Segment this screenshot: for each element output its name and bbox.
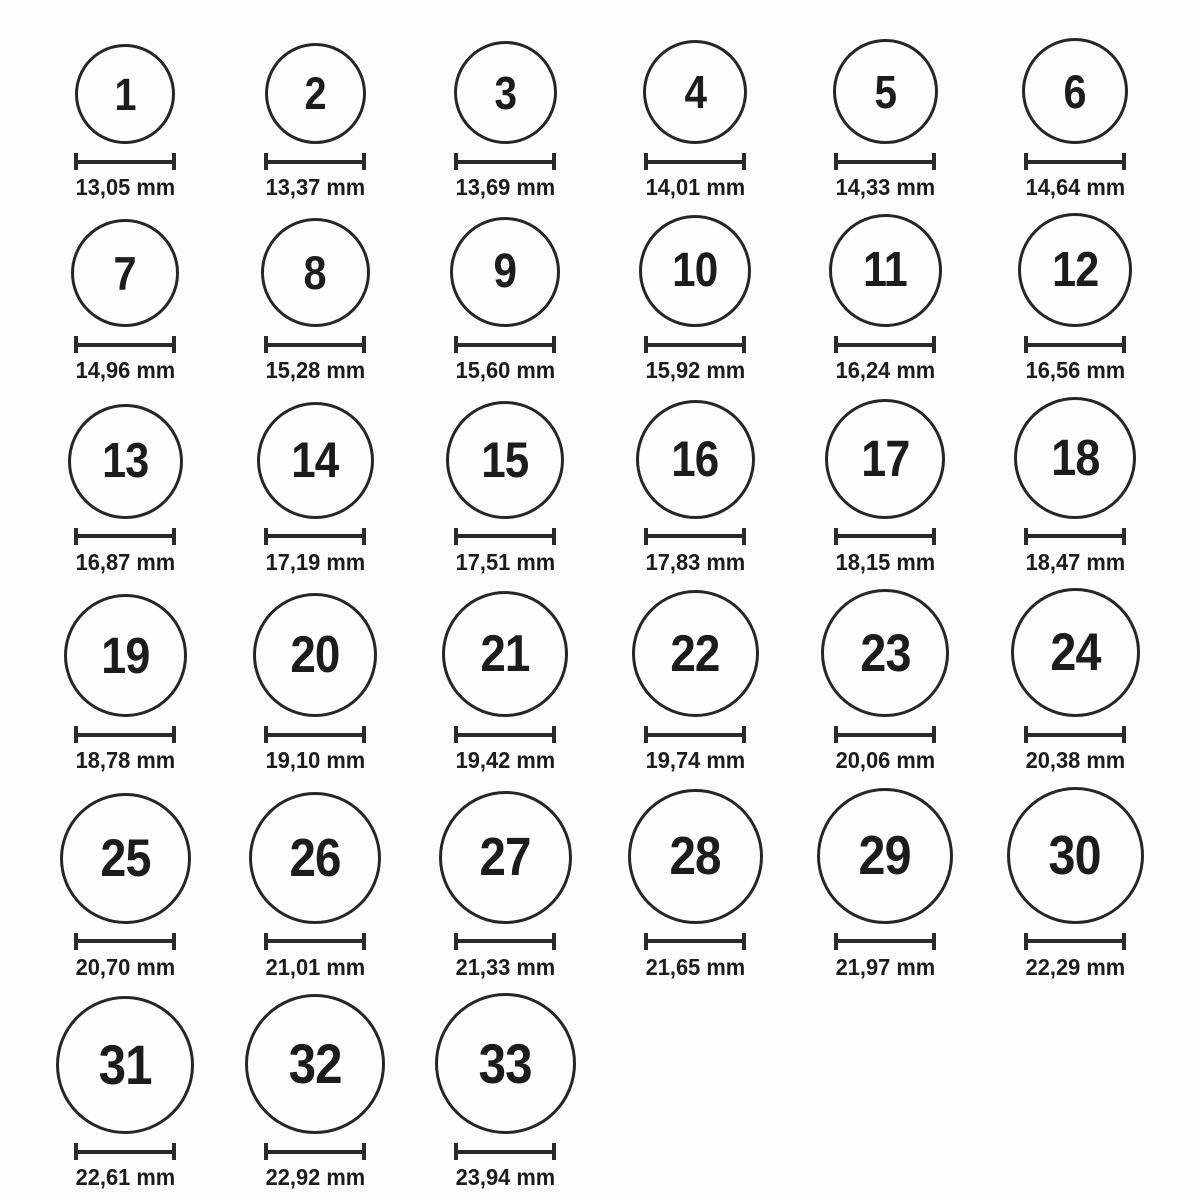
diameter-dimension-bar [648,939,742,943]
diameter-dimension-bar [268,160,362,164]
ring-size-row [30,38,1200,200]
ring-size-item [30,219,220,383]
diameter-label: 15,28 mm [265,357,365,384]
diameter-dimension-line [454,933,556,950]
diameter-dimension-bar [458,343,552,347]
ring-size-circle [56,996,194,1134]
ring-size-circle [639,215,751,327]
diameter-dimension-bar [838,939,932,943]
diameter-label: 14,64 mm [1025,174,1125,200]
ring-size-item [410,791,600,980]
ring-size-circle [446,401,564,519]
ring-size-circle [71,219,179,327]
diameter-dimension-line [644,933,746,950]
ring-size-number: 5 [874,65,896,118]
diameter-label: 13,05 mm [75,174,175,200]
ring-size-circle [261,218,370,327]
ring-size-circle [825,399,945,519]
diameter-dimension-bar [458,160,552,164]
diameter-label: 16,56 mm [1025,357,1125,384]
ring-size-row [30,993,1200,1190]
ring-size-item [790,788,980,980]
ring-size-number: 16 [671,431,719,488]
diameter-dimension-line [644,153,746,170]
diameter-dimension-line [264,1143,366,1160]
ring-size-item [410,591,600,773]
ring-size-item [30,793,220,980]
ring-size-circle [1014,397,1136,519]
ring-size-circle [439,791,572,924]
diameter-dimension-bar [648,343,742,347]
ring-size-circle [253,593,377,717]
diameter-dimension-bar [78,1150,172,1154]
diameter-label: 21,97 mm [835,953,935,980]
ring-size-circle [821,589,949,717]
diameter-dimension-bar [78,939,172,943]
ring-size-number: 20 [290,626,340,685]
diameter-label: 18,47 mm [1025,548,1125,575]
ring-size-item [600,590,790,773]
diameter-label: 18,15 mm [835,548,935,575]
ring-size-circle [1018,213,1132,327]
diameter-dimension-bar [838,160,932,164]
diameter-dimension-bar [838,733,932,737]
ring-size-item [790,399,980,575]
diameter-dimension-line [454,726,556,743]
diameter-dimension-bar [648,733,742,737]
ring-size-grid [30,38,1200,1191]
ring-size-item [980,588,1170,773]
ring-size-item [410,41,600,200]
diameter-dimension-line [264,153,366,170]
diameter-dimension-line [454,153,556,170]
ring-size-number: 15 [481,431,529,488]
ring-size-item [600,789,790,980]
diameter-label: 17,83 mm [645,548,745,575]
ring-size-item [220,402,410,575]
ring-size-number: 27 [479,827,531,888]
ring-size-item [980,787,1170,980]
diameter-dimension-bar [838,343,932,347]
ring-size-circle [249,792,381,924]
ring-size-number: 8 [303,246,327,300]
ring-size-number: 22 [670,624,720,683]
ring-size-circle [1011,588,1140,717]
diameter-dimension-line [74,336,176,353]
diameter-label: 14,33 mm [835,174,935,200]
ring-size-number: 33 [478,1031,532,1095]
ring-size-circle [632,590,759,717]
diameter-dimension-line [454,528,556,545]
diameter-dimension-bar [268,1150,362,1154]
ring-size-circle [442,591,568,717]
ring-size-circle [245,994,385,1134]
diameter-label: 14,96 mm [75,357,175,384]
diameter-label: 20,06 mm [835,747,935,774]
ring-size-item [790,214,980,383]
ring-size-item [30,594,220,773]
ring-size-item [980,213,1170,383]
ring-size-circle [643,40,747,144]
diameter-dimension-bar [268,939,362,943]
ring-size-number: 9 [493,245,517,299]
ring-size-number: 13 [101,433,149,488]
ring-size-number: 2 [304,68,326,119]
diameter-dimension-line [644,336,746,353]
ring-size-item [600,215,790,383]
ring-size-item [220,994,410,1190]
diameter-dimension-bar [1028,160,1122,164]
diameter-label: 18,78 mm [75,747,175,774]
diameter-label: 22,92 mm [265,1164,365,1191]
ring-size-item [220,593,410,773]
ring-size-number: 24 [1049,623,1101,683]
ring-size-item [980,397,1170,575]
diameter-label: 13,37 mm [265,174,365,200]
diameter-dimension-line [834,528,936,545]
ring-size-circle [257,402,374,519]
ring-size-row [30,787,1200,980]
ring-size-item [220,43,410,200]
ring-size-row [30,397,1200,575]
ring-size-circle [829,214,942,327]
diameter-dimension-bar [78,733,172,737]
ring-size-number: 6 [1063,64,1087,118]
diameter-dimension-line [74,153,176,170]
diameter-dimension-bar [648,160,742,164]
ring-size-row [30,588,1200,773]
ring-size-item [600,40,790,200]
ring-size-circle [636,400,755,519]
diameter-dimension-line [1024,726,1126,743]
ring-size-circle [833,39,938,144]
ring-size-number: 28 [669,826,721,887]
diameter-label: 22,29 mm [1025,953,1125,980]
diameter-label: 16,24 mm [835,357,935,384]
diameter-dimension-bar [268,534,362,538]
diameter-dimension-bar [268,733,362,737]
diameter-dimension-bar [78,160,172,164]
ring-size-circle [435,993,576,1134]
diameter-label: 22,61 mm [75,1164,175,1191]
diameter-dimension-line [644,528,746,545]
ring-size-circle [1022,38,1128,144]
diameter-dimension-bar [78,343,172,347]
ring-size-circle [628,789,763,924]
diameter-dimension-line [834,726,936,743]
diameter-dimension-line [74,726,176,743]
ring-size-item [410,993,600,1190]
ring-size-number: 11 [863,243,907,298]
diameter-label: 19,42 mm [455,747,555,774]
ring-size-item [220,792,410,980]
ring-size-number: 14 [291,432,339,489]
ring-size-number: 7 [113,246,137,300]
diameter-label: 21,65 mm [645,953,745,980]
diameter-label: 21,01 mm [265,953,365,980]
ring-size-number: 31 [98,1033,152,1097]
diameter-label: 20,38 mm [1025,747,1125,774]
diameter-label: 20,70 mm [75,953,175,980]
ring-size-number: 17 [860,430,910,488]
diameter-dimension-bar [1028,939,1122,943]
ring-size-item [600,400,790,575]
diameter-dimension-bar [458,939,552,943]
ring-size-item [220,218,410,383]
diameter-dimension-line [74,933,176,950]
diameter-dimension-line [834,933,936,950]
ring-size-item [790,39,980,200]
diameter-dimension-line [834,336,936,353]
ring-size-item [410,401,600,575]
diameter-dimension-bar [1028,733,1122,737]
ring-size-item [30,996,220,1190]
ring-size-item [980,38,1170,200]
diameter-dimension-bar [838,534,932,538]
diameter-label: 15,60 mm [455,357,555,384]
diameter-label: 14,01 mm [645,174,745,200]
diameter-label: 17,51 mm [455,548,555,575]
diameter-dimension-line [1024,153,1126,170]
diameter-dimension-line [264,933,366,950]
diameter-dimension-bar [458,1150,552,1154]
diameter-dimension-bar [458,733,552,737]
ring-size-circle [68,404,183,519]
ring-size-number: 19 [100,627,150,685]
ring-size-circle [817,788,953,924]
ring-size-number: 18 [1050,429,1100,487]
diameter-dimension-line [834,153,936,170]
ring-size-item [30,404,220,575]
ring-size-circle [60,793,191,924]
ring-size-number: 25 [99,828,151,888]
ring-size-number: 12 [1051,242,1099,297]
ring-size-number: 3 [494,66,516,119]
diameter-dimension-bar [1028,343,1122,347]
ring-size-item [30,44,220,200]
diameter-label: 13,69 mm [455,174,555,200]
ring-size-circle [450,217,560,327]
ring-size-item [790,589,980,773]
ring-size-number: 21 [480,625,530,684]
ring-size-number: 32 [288,1032,342,1096]
diameter-dimension-line [1024,528,1126,545]
diameter-dimension-line [1024,336,1126,353]
ring-size-number: 23 [859,623,911,683]
ring-size-circle [64,594,187,717]
ring-size-circle [1007,787,1144,924]
ring-size-number: 4 [684,66,706,118]
diameter-label: 17,19 mm [265,548,365,575]
diameter-label: 19,74 mm [645,747,745,774]
diameter-label: 19,10 mm [265,747,365,774]
diameter-label: 16,87 mm [75,548,175,575]
ring-size-number: 26 [289,827,341,888]
diameter-dimension-line [74,528,176,545]
ring-size-circle [454,41,557,144]
diameter-dimension-line [454,336,556,353]
ring-size-row [30,213,1200,383]
diameter-dimension-bar [458,534,552,538]
diameter-dimension-line [1024,933,1126,950]
diameter-dimension-bar [648,534,742,538]
ring-size-number: 30 [1048,823,1102,886]
diameter-dimension-bar [78,534,172,538]
ring-size-item [410,217,600,383]
diameter-dimension-line [644,726,746,743]
diameter-label: 21,33 mm [455,953,555,980]
diameter-label: 15,92 mm [645,357,745,384]
ring-size-number: 29 [858,824,912,887]
diameter-dimension-bar [1028,534,1122,538]
ring-size-circle [75,44,175,144]
ring-size-circle [265,43,366,144]
diameter-dimension-line [264,726,366,743]
diameter-label: 23,94 mm [455,1164,555,1191]
ring-size-number: 1 [114,68,136,120]
diameter-dimension-line [264,336,366,353]
ring-size-number: 10 [672,244,718,298]
diameter-dimension-line [74,1143,176,1160]
diameter-dimension-line [454,1143,556,1160]
diameter-dimension-line [264,528,366,545]
diameter-dimension-bar [268,343,362,347]
